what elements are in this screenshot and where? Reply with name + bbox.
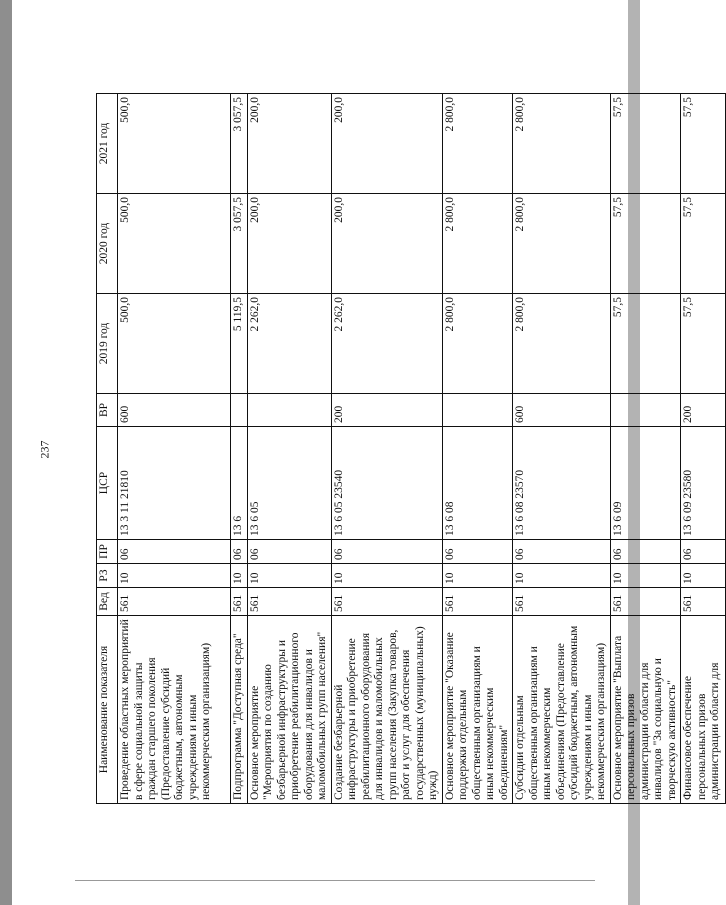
header-2020: 2020 год xyxy=(97,194,118,294)
cell-rz: 10 xyxy=(610,564,681,588)
cell-vr xyxy=(247,394,331,427)
scan-left-edge xyxy=(0,0,12,905)
cell-vr xyxy=(231,394,248,427)
cell-rz: 10 xyxy=(231,564,248,588)
cell-ved: 561 xyxy=(118,588,231,616)
cell-ved: 561 xyxy=(331,588,442,616)
cell-csr: 13 3 11 21810 xyxy=(118,427,231,540)
cell-rz: 10 xyxy=(118,564,231,588)
cell-name: Финансовое обеспечение персональных призов администрации области для xyxy=(681,616,726,804)
table-row xyxy=(331,94,442,804)
header-ved: Вед xyxy=(97,588,118,616)
cell-ved: 561 xyxy=(231,588,248,616)
cell-2021: 2 800,0 xyxy=(513,94,611,194)
cell-rz: 10 xyxy=(247,564,331,588)
cell-csr: 13 6 05 xyxy=(247,427,331,540)
cell-2021: 2 800,0 xyxy=(442,94,513,194)
cell-name: Основное мероприятие "Мероприятия по созданию безбарьерной инфраструктуры и приобретение реабилитационного оборудования для инвалидов и маломобильных групп населения" xyxy=(247,616,331,804)
table-row xyxy=(118,94,231,804)
header-row xyxy=(97,94,118,804)
cell-rz: 10 xyxy=(513,564,611,588)
cell-csr: 13 6 08 xyxy=(442,427,513,540)
cell-ved: 561 xyxy=(513,588,611,616)
table-header xyxy=(97,94,118,804)
cell-2020: 2 800,0 xyxy=(513,194,611,294)
cell-2019: 5 119,5 xyxy=(231,294,248,394)
cell-2019: 500,0 xyxy=(118,294,231,394)
cell-pr: 06 xyxy=(118,540,231,564)
page-bottom-rule xyxy=(75,880,595,881)
cell-csr: 13 6 05 23540 xyxy=(331,427,442,540)
cell-ved: 561 xyxy=(681,588,726,616)
header-2021: 2021 год xyxy=(97,94,118,194)
cell-csr: 13 6 xyxy=(231,427,248,540)
cell-2019: 2 262,0 xyxy=(247,294,331,394)
cell-csr: 13 6 08 23570 xyxy=(513,427,611,540)
cell-csr: 13 6 09 xyxy=(610,427,681,540)
cell-rz: 10 xyxy=(681,564,726,588)
cell-vr: 600 xyxy=(513,394,611,427)
cell-vr: 600 xyxy=(118,394,231,427)
cell-2020: 500,0 xyxy=(118,194,231,294)
cell-2020: 57,5 xyxy=(610,194,681,294)
budget-table xyxy=(96,93,726,804)
cell-2019: 57,5 xyxy=(681,294,726,394)
cell-name: Основное мероприятие "Выплата персональных призов администрации области для инвалидов "За социальную и творческую активность" xyxy=(610,616,681,804)
cell-ved: 561 xyxy=(610,588,681,616)
cell-2019: 57,5 xyxy=(610,294,681,394)
table-row xyxy=(231,94,248,804)
header-name: Наименование показателя xyxy=(97,616,118,804)
header-2019: 2019 год xyxy=(97,294,118,394)
cell-name: Проведение областных мероприятий в сфере социальной защиты граждан старшего поколения (Предоставление субсидий бюджетным, автономным учреждениям и иным некоммерческим организациям) xyxy=(118,616,231,804)
table-row xyxy=(442,94,513,804)
cell-vr: 200 xyxy=(331,394,442,427)
cell-name: Создание безбарьерной инфраструктуры и приобретение реабилитационного оборудования для инвалидов и маломобильных групп населения (Закупка товаров, работ и услуг для обеспечения государственных (муниципальных) нужд) xyxy=(331,616,442,804)
cell-2019: 2 262,0 xyxy=(331,294,442,394)
table-row xyxy=(610,94,681,804)
table-body xyxy=(118,94,726,804)
cell-pr: 06 xyxy=(442,540,513,564)
cell-2020: 200,0 xyxy=(331,194,442,294)
cell-vr xyxy=(610,394,681,427)
cell-2020: 3 057,5 xyxy=(231,194,248,294)
cell-csr: 13 6 09 23580 xyxy=(681,427,726,540)
table-row xyxy=(513,94,611,804)
cell-2021: 57,5 xyxy=(681,94,726,194)
cell-2021: 200,0 xyxy=(247,94,331,194)
table-row xyxy=(247,94,331,804)
cell-rz: 10 xyxy=(442,564,513,588)
cell-2019: 2 800,0 xyxy=(442,294,513,394)
cell-vr: 200 xyxy=(681,394,726,427)
header-pr: ПР xyxy=(97,540,118,564)
cell-pr: 06 xyxy=(610,540,681,564)
cell-ved: 561 xyxy=(442,588,513,616)
cell-name: Субсидии отдельным общественным организациям и иным некоммерческим объединениям (Предоставление субсидий бюджетным, автономным учреждениям и иным некоммерческим организациям) xyxy=(513,616,611,804)
cell-2021: 57,5 xyxy=(610,94,681,194)
cell-2021: 500,0 xyxy=(118,94,231,194)
table-row xyxy=(681,94,726,804)
cell-pr: 06 xyxy=(247,540,331,564)
cell-pr: 06 xyxy=(231,540,248,564)
cell-rz: 10 xyxy=(331,564,442,588)
cell-pr: 06 xyxy=(331,540,442,564)
cell-2020: 57,5 xyxy=(681,194,726,294)
cell-2019: 2 800,0 xyxy=(513,294,611,394)
rotated-page xyxy=(96,94,721,804)
cell-name: Подпрограмма "Доступная среда" xyxy=(231,616,248,804)
page-number: 237 xyxy=(37,440,52,459)
cell-2021: 3 057,5 xyxy=(231,94,248,194)
header-rz: РЗ xyxy=(97,564,118,588)
cell-vr xyxy=(442,394,513,427)
cell-name: Основное мероприятие "Оказание поддержки отдельным общественным организациям и иным некоммерческим объединениям" xyxy=(442,616,513,804)
cell-2020: 200,0 xyxy=(247,194,331,294)
cell-ved: 561 xyxy=(247,588,331,616)
cell-pr: 06 xyxy=(513,540,611,564)
cell-2021: 200,0 xyxy=(331,94,442,194)
header-vr: ВР xyxy=(97,394,118,427)
cell-pr: 06 xyxy=(681,540,726,564)
cell-2020: 2 800,0 xyxy=(442,194,513,294)
header-csr: ЦСР xyxy=(97,427,118,540)
